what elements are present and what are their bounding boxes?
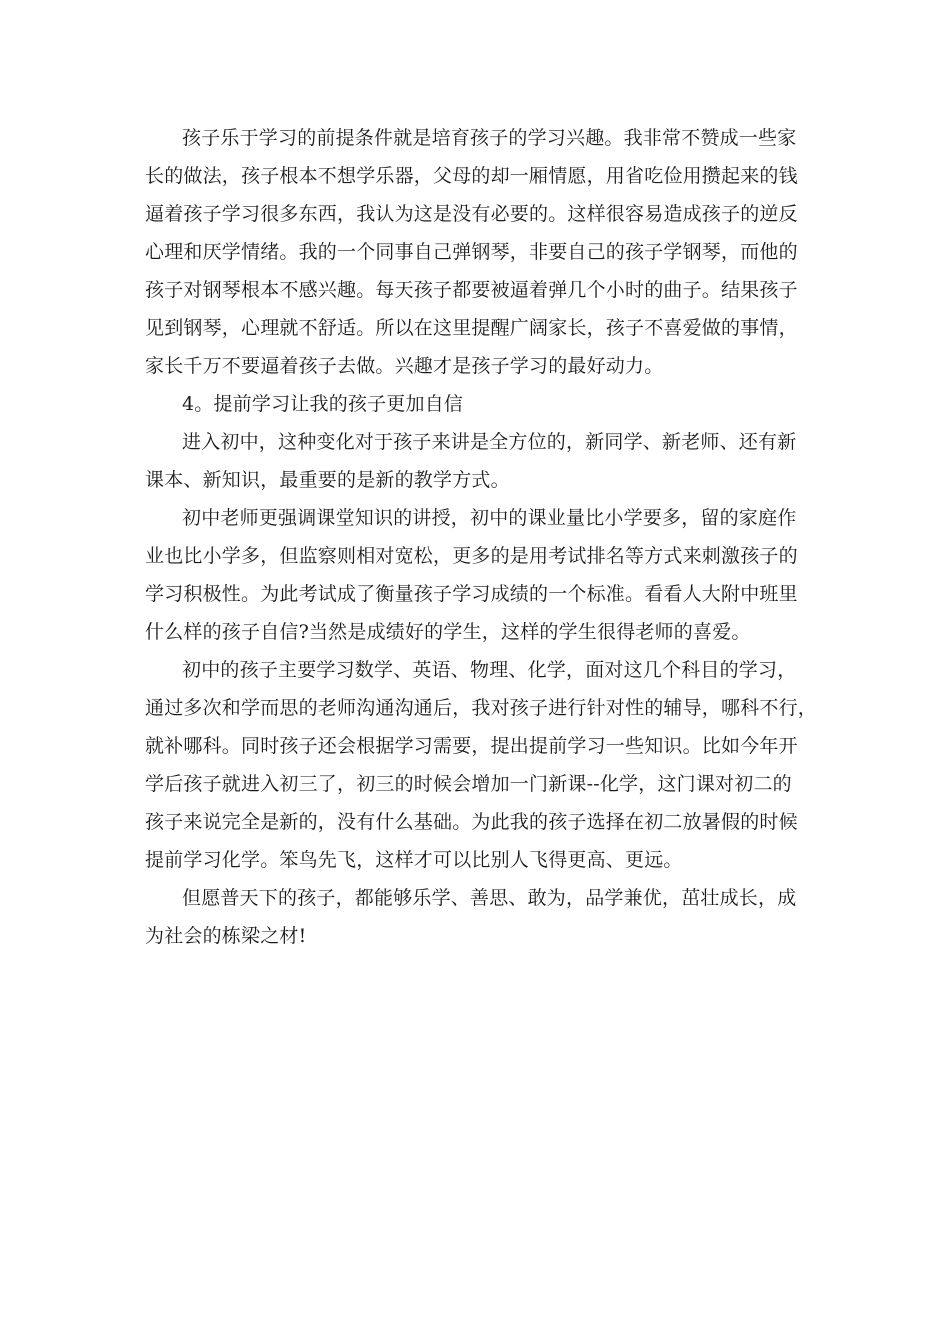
text-line: 提前学习化学。笨鸟先飞，这样才可以比别人飞得更高、更远。 <box>145 849 683 871</box>
document-body <box>145 119 818 955</box>
text-line: 孩子对钢琴根本不感兴趣。每天孩子都要被逼着弹几个小时的曲子。结果孩子 <box>145 279 798 301</box>
text-line: 为社会的栋梁之材! <box>145 925 307 947</box>
text-line: 家长千万不要逼着孩子去做。兴趣才是孩子学习的最好动力。 <box>145 355 664 377</box>
text-line: 什么样的孩子自信?当然是成绩好的学生，这样的学生很得老师的喜爱。 <box>145 621 751 643</box>
text-line: 见到钢琴，心理就不舒适。所以在这里提醒广阔家长，孩子不喜爱做的事情， <box>145 317 798 339</box>
section-heading: 4。提前学习让我的孩子更加自信 <box>182 393 464 415</box>
text-line: 但愿普天下的孩子，都能够乐学、善思、敢为，品学兼优，茁壮成长，成 <box>182 887 797 909</box>
text-line: 就补哪科。同时孩子还会根据学习需要，提出提前学习一些知识。比如今年开 <box>145 735 798 757</box>
text-line: 学后孩子就进入初三了，初三的时候会增加一门新课--化学，这门课对初二的 <box>145 773 792 795</box>
text-line: 初中老师更强调课堂知识的讲授，初中的课业量比小学要多，留的家庭作 <box>182 507 797 529</box>
text-line: 孩子来说完全是新的，没有什么基础。为此我的孩子选择在初二放暑假的时候 <box>145 811 798 833</box>
text-line: 长的做法，孩子根本不想学乐器，父母的却一厢情愿，用省吃俭用攒起来的钱 <box>145 165 798 187</box>
text-line: 进入初中，这种变化对于孩子来讲是全方位的，新同学、新老师、还有新 <box>182 431 797 453</box>
text-line: 业也比小学多，但监察则相对宽松，更多的是用考试排名等方式来刺激孩子的 <box>145 545 798 567</box>
text-line: 课本、新知识，最重要的是新的教学方式。 <box>145 469 510 491</box>
text-line: 学习积极性。为此考试成了衡量孩子学习成绩的一个标准。看看人大附中班里 <box>145 583 798 605</box>
text-line: 逼着孩子学习很多东西，我认为这是没有必要的。这样很容易造成孩子的逆反 <box>145 203 798 225</box>
text-line: 心理和厌学情绪。我的一个同事自己弹钢琴，非要自己的孩子学钢琴，而他的 <box>145 241 798 263</box>
text-line: 初中的孩子主要学习数学、英语、物理、化学，面对这几个科目的学习， <box>182 659 797 681</box>
text-line: 通过多次和学而思的老师沟通沟通后，我对孩子进行针对性的辅导，哪科不行， <box>145 697 818 719</box>
text-line: 孩子乐于学习的前提条件就是培育孩子的学习兴趣。我非常不赞成一些家 <box>182 127 797 149</box>
